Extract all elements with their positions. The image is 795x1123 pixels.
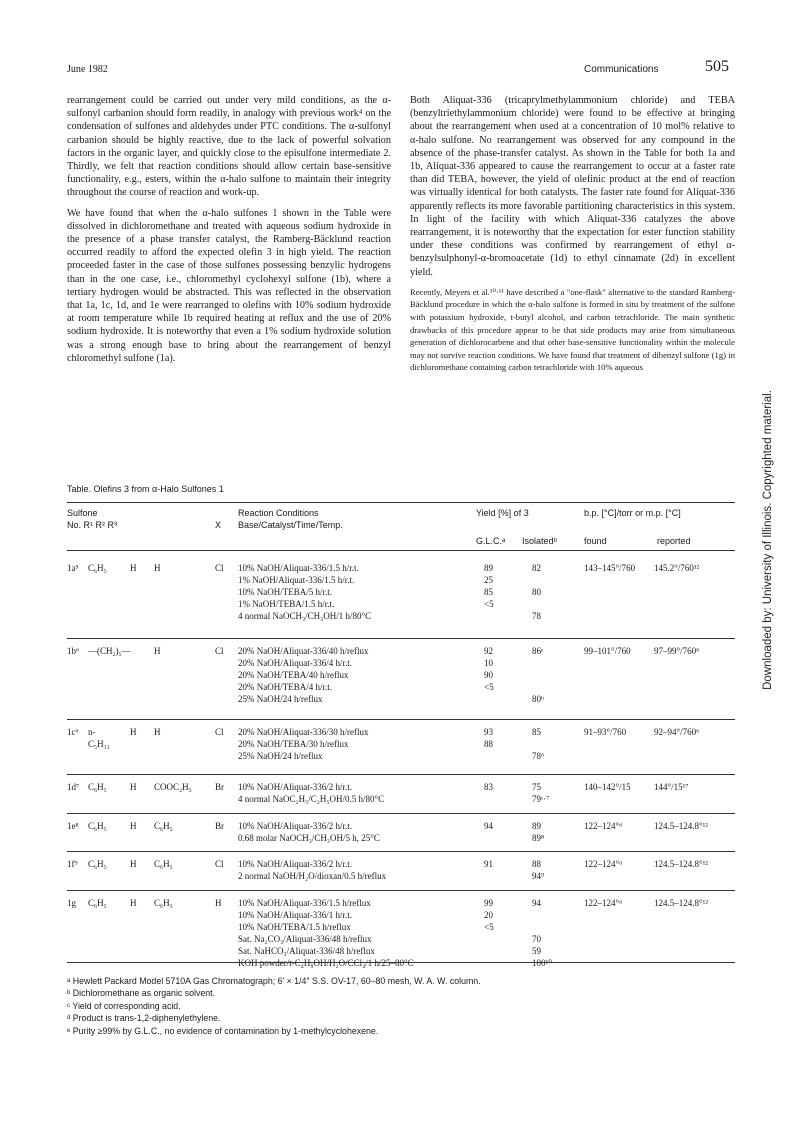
row-rule xyxy=(67,719,735,720)
cell-glc xyxy=(484,820,493,844)
cell-conditions-line: 0.68 molar NaOCH₃/CH₃OH/5 h, 25°C xyxy=(238,833,380,843)
header-bp: b.p. [°C]/torr or m.p. [°C] xyxy=(584,508,681,518)
cell-no: 1e⁸ xyxy=(67,821,79,831)
cell-glc xyxy=(484,897,494,969)
header-x: X xyxy=(215,520,222,530)
cell-conditions-line: 20% NaOH/Aliquat-336/4 h/r.t. xyxy=(238,658,352,668)
cell-isolated-line xyxy=(532,921,552,933)
cell-found: 99–101°/760 xyxy=(584,646,631,656)
cell-glc-line: 10 xyxy=(484,658,493,668)
cell-r2: H xyxy=(130,859,137,869)
cell-conditions-line: 10% NaOH/Aliquat-336/1 h/r.t. xyxy=(238,910,352,920)
footnote: ᵈ Product is trans-1,2-diphenylethylene. xyxy=(67,1013,221,1024)
cell-conditions-line: 1% NaOH/TEBA/1.5 h/r.t. xyxy=(238,599,335,609)
cell-isolated-line xyxy=(532,909,552,921)
cell-isolated xyxy=(532,897,552,969)
left-column xyxy=(67,94,391,372)
table-header-rule xyxy=(67,550,735,551)
cell-conditions xyxy=(238,858,386,882)
cell-conditions-line: 10% NaOH/Aliquat-336/1.5 h/r.t. xyxy=(238,563,359,573)
cell-isolated-line: 70 xyxy=(532,934,541,944)
cell-isolated-line: 86ᵉ xyxy=(532,646,544,656)
header-yield: Yield [%] of 3 xyxy=(476,508,529,518)
cell-x: Cl xyxy=(215,727,224,737)
cell-r1: C₆H₅ xyxy=(88,782,107,792)
table-bottom-rule xyxy=(67,962,735,963)
cell-r1: n- xyxy=(88,727,96,737)
body-paragraph: rearrangement could be carried out under very mild conditions, as the α-sulfonyl carbanion should form readily, in analogy with previous work⁴ on the condensation of sulfones and aldehydes under PTC conditions. The α-sulfonyl carbanion should be highly reactive, due to the lack of powerful solvation factors in the organic layer, and quickly close to the episulfone intermediate 2. Thirdly, we felt that reaction conditions should allow certain base-sensitive functionality, e.g., esters, within the α-halo sulfone to maintain their integrity throughout the course of reaction and work-up. xyxy=(67,95,391,199)
cell-glc-line: 93 xyxy=(484,727,493,737)
cell-r3: H xyxy=(154,646,161,656)
header-glc: G.L.C.ᵃ xyxy=(476,536,506,546)
cell-no: 1b⁶ xyxy=(67,646,80,656)
cell-reported: 124.5–124.8°¹² xyxy=(654,859,708,869)
cell-isolated xyxy=(532,645,544,705)
table-footnotes xyxy=(67,975,481,1037)
cell-x: Cl xyxy=(215,859,224,869)
running-header-section: Communications xyxy=(584,64,659,75)
cell-conditions-line: 20% NaOH/Aliquat-336/40 h/reflux xyxy=(238,646,369,656)
cell-isolated-line xyxy=(532,598,541,610)
body-paragraph: We have found that when the α-halo sulfones 1 shown in the Table were dissolved in dichloromethane and treated with aqueous sodium hydroxide in the presence of a phase transfer catalyst, the Ramberg-Bäcklund reaction occurred readily to afford the expected olefin 3 in high yield. The reaction proceeded faster in the case of those sulfones possessing benzylic hydrogens than in the one case, i.e., chloromethyl cyclohexyl sulfone (1b), where a tertiary hydrogen would be abstracted. This was reflected in the observation that 1a, 1c, 1d, and 1e were rearranged to olefins with 10% sodium hydroxide at room temperature while 1b required heating at reflux and the use of 20% sodium hydroxide. It is noteworthy that even a 1% sodium hydroxide solution was a strong enough base to bring about the rearrangement of benzyl chloromethyl sulfone (1a). xyxy=(67,207,391,364)
cell-r1: —(CH₂)₅— xyxy=(88,646,131,656)
download-watermark xyxy=(748,350,788,730)
header-isolated: Isolatedᵇ xyxy=(522,536,557,546)
cell-glc-line: 25 xyxy=(484,575,493,585)
cell-conditions-line: 20% NaOH/Aliquat-336/30 h/reflux xyxy=(238,727,369,737)
cell-x: Cl xyxy=(215,563,224,573)
cell-r3: C₆H₅ xyxy=(154,898,173,908)
cell-r2: H xyxy=(130,782,137,792)
cell-conditions-line: 1% NaOH/Aliquat-336/1.5 h/r.t. xyxy=(238,575,355,585)
footnote: ᵃ Hewlett Packard Model 5710A Gas Chromatograph; 6′ × 1/4″ S.S. OV-17, 60–80 mesh, W. A. W. column. xyxy=(67,976,481,986)
cell-glc-line xyxy=(484,750,493,762)
cell-x: Br xyxy=(215,782,224,792)
cell-r2: H xyxy=(130,727,137,737)
cell-r1: C₆H₅ xyxy=(88,859,107,869)
cell-no: 1a⁵ xyxy=(67,563,79,573)
cell-glc-line: 88 xyxy=(484,739,493,749)
cell-reported: 97–99°/760⁶ xyxy=(654,646,700,656)
cell-conditions-line: 10% NaOH/Aliquat-336/2 h/r.t. xyxy=(238,821,352,831)
cell-conditions-line: 10% NaOH/TEBA/5 h/r.t. xyxy=(238,587,332,597)
cell-glc xyxy=(484,726,493,762)
cell-glc-line: <5 xyxy=(484,922,494,932)
cell-no: 1g xyxy=(67,898,76,908)
cell-conditions xyxy=(238,562,371,622)
cell-r3: COOC₂H₅ xyxy=(154,782,192,792)
download-watermark-text: Downloaded by: University of Illinois. Copyrighted material. xyxy=(762,390,774,690)
cell-glc-line: 92 xyxy=(484,646,493,656)
table-top-rule xyxy=(67,502,735,503)
cell-conditions-line: 4 normal NaOC₂H₅/C₂H₅OH/0.5 h/80°C xyxy=(238,794,385,804)
cell-isolated-line: 89 xyxy=(532,821,541,831)
cell-conditions-line: KOH powder/t-C₄H₉OH/H₂O/CCl₄/1 h/25–80°C xyxy=(238,958,414,968)
cell-x: Cl xyxy=(215,646,224,656)
cell-glc-line xyxy=(484,957,494,969)
cell-conditions xyxy=(238,820,380,844)
cell-r1: C₆H₅ xyxy=(88,898,107,908)
cell-r1: C₆H₅ xyxy=(88,563,107,573)
cell-conditions-line: 2 normal NaOH/H₂O/dioxan/0.5 h/reflux xyxy=(238,871,387,881)
cell-glc-line: 90 xyxy=(484,670,493,680)
cell-isolated-line: 82 xyxy=(532,563,541,573)
cell-conditions xyxy=(238,781,384,805)
cell-glc-line: 20 xyxy=(484,910,493,920)
cell-conditions xyxy=(238,726,368,762)
cell-glc-line: <5 xyxy=(484,599,494,609)
cell-isolated-line xyxy=(532,681,544,693)
cell-conditions-line: 4 normal NaOCH₃/CH₃OH/1 h/80°C xyxy=(238,611,372,621)
cell-isolated-line: 59 xyxy=(532,946,541,956)
cell-isolated xyxy=(532,781,549,805)
row-rule xyxy=(67,813,735,814)
cell-glc-line: 83 xyxy=(484,782,493,792)
cell-isolated-line xyxy=(532,574,541,586)
header-conditions-sub: Base/Catalyst/Time/Temp. xyxy=(238,520,343,530)
cell-isolated-line: 94 xyxy=(532,898,541,908)
cell-found: 140–142°/15 xyxy=(584,782,631,792)
cell-reported: 124.5–124.8°¹² xyxy=(654,821,708,831)
cell-r3: C₆H₅ xyxy=(154,859,173,869)
header-reported: reported xyxy=(657,536,691,546)
cell-conditions-line: 10% NaOH/Aliquat-336/2 h/r.t. xyxy=(238,859,352,869)
cell-isolated-line: 78 xyxy=(532,611,541,621)
cell-conditions-line: 20% NaOH/TEBA/40 h/reflux xyxy=(238,670,349,680)
cell-isolated-line: 75 xyxy=(532,782,541,792)
right-column xyxy=(410,94,735,381)
header-conditions: Reaction Conditions xyxy=(238,508,319,518)
cell-no: 1c⁶ xyxy=(67,727,79,737)
cell-glc-line: 94 xyxy=(484,821,493,831)
running-header-date: June 1982 xyxy=(67,64,108,75)
cell-glc xyxy=(484,781,493,805)
cell-glc-line xyxy=(484,933,494,945)
cell-isolated-line: 94⁹ xyxy=(532,871,545,881)
cell-conditions-line: 10% NaOH/Aliquat-336/1.5 h/reflux xyxy=(238,898,371,908)
cell-no: 1f⁹ xyxy=(67,859,78,869)
table-caption: Table. Olefins 3 from α-Halo Sulfones 1 xyxy=(67,484,224,494)
footnote: ᵇ Dichloromethane as organic solvent. xyxy=(67,988,216,999)
cell-isolated-line xyxy=(532,657,544,669)
cell-x: Br xyxy=(215,821,224,831)
cell-conditions-line: 25% NaOH/24 h/reflux xyxy=(238,694,323,704)
cell-isolated-line: 80 xyxy=(532,587,541,597)
cell-isolated-line: 78⁶ xyxy=(532,751,545,761)
cell-glc-line xyxy=(484,793,493,805)
row-rule xyxy=(67,774,735,775)
row-rule xyxy=(67,638,735,639)
cell-glc-line xyxy=(484,870,493,882)
cell-r2: H xyxy=(130,563,137,573)
cell-found: 122–124°ᵈ xyxy=(584,898,622,908)
cell-conditions-line: Sat. Na₂CO₃/Aliquat-336/48 h/reflux xyxy=(238,934,372,944)
cell-isolated xyxy=(532,562,541,622)
cell-conditions-line: 25% NaOH/24 h/reflux xyxy=(238,751,323,761)
cell-reported: 145.2°/760¹² xyxy=(654,563,700,573)
cell-conditions-line: Sat. NaHCO₃/Aliquat-336/48 h/reflux xyxy=(238,946,375,956)
cell-x: H xyxy=(215,898,222,908)
cell-glc-line: 99 xyxy=(484,898,493,908)
cell-isolated-line: 85 xyxy=(532,727,541,737)
body-paragraph: Both Aliquat-336 (tricaprylmethylammonium chloride) and TEBA (benzyltriethylammonium chloride) were found to be effective at bringing about the rearrangement when used at a concentration of 10 mol% relative to α-halo sulfone. No rearrangement was observed for any compound in the absence of the phase-transfer catalyst. As shown in the Table for both 1a and 1b, Aliquat-336 appeared to cause the rearrangement to occur at a faster rate than did TEBA, however, the yield of olefinic product at the end of reaction was virtually identical for both catalysts. The faster rate found for Aliquat-336 apparently reflects its more favorable partitioning characteristics in this system. In light of the facility with which Aliquat-336 catalyzes the above rearrangement, it is noteworthy that the expectation for ester function stability under these conditions was confirmed by rearrangement of ethyl α-benzylsulphonyl-α-bromoacetate (1d) to ethyl cinnamate (2d) in excellent yield. xyxy=(410,95,735,278)
cell-r1-cont: C₅H₁₁ xyxy=(88,739,110,749)
cell-r2: H xyxy=(130,821,137,831)
cell-r3: H xyxy=(154,727,161,737)
cell-glc xyxy=(484,562,494,622)
cell-isolated-line xyxy=(532,669,544,681)
header-no-r: No. R¹ R² R³ xyxy=(67,520,117,530)
cell-glc-line xyxy=(484,693,494,705)
body-paragraph-small: Recently, Meyers et al.¹⁰·¹¹ have described a "one-flask" alternative to the standard Ramberg-Bäcklund procedure in which the α-halo sulfone is formed in situ by treatment of the sulfone with potassium hydroxide, t-butyl alcohol, and carbon tetrachloride. The main synthetic drawbacks of this procedure appear to be that side products may arise from simultaneous generation of dichlorocarbene and that other base-sensitive functionality within the molecule may not survive reaction conditions. We have found that treatment of dibenzyl sulfone (1g) in dichloromethane containing carbon tetrachloride with 10% aqueous xyxy=(410,286,735,373)
cell-glc-line xyxy=(484,832,493,844)
cell-conditions-line: 10% NaOH/TEBA/1.5 h/reflux xyxy=(238,922,351,932)
cell-conditions-line: 20% NaOH/TEBA/4 h/r.t. xyxy=(238,682,332,692)
footnote: ᵉ Purity ≥99% by G.L.C., no evidence of contamination by 1-methylcyclohexene. xyxy=(67,1025,379,1036)
cell-glc-line: 89 xyxy=(484,563,493,573)
cell-isolated xyxy=(532,726,544,762)
cell-isolated-line xyxy=(532,738,544,750)
cell-r3: C₆H₅ xyxy=(154,821,173,831)
cell-isolated-line: 88 xyxy=(532,859,541,869)
cell-found: 122–124°ᵈ xyxy=(584,821,622,831)
cell-conditions-line: 20% NaOH/TEBA/30 h/reflux xyxy=(238,739,349,749)
cell-glc xyxy=(484,858,493,882)
cell-conditions xyxy=(238,897,414,969)
cell-isolated xyxy=(532,820,544,844)
cell-found: 91–93°/760 xyxy=(584,727,627,737)
footnote: ᶜ Yield of corresponding acid. xyxy=(67,1000,181,1011)
row-rule xyxy=(67,890,735,891)
cell-reported: 144°/15¹⁷ xyxy=(654,782,689,792)
cell-isolated-line: 100¹⁰ xyxy=(532,958,552,968)
cell-glc-line: 85 xyxy=(484,587,493,597)
cell-conditions-line: 10% NaOH/Aliquat-336/2 h/r.t. xyxy=(238,782,352,792)
cell-glc-line xyxy=(484,945,494,957)
cell-glc-line: 91 xyxy=(484,859,493,869)
cell-found: 122–124°ᵈ xyxy=(584,859,622,869)
cell-isolated-line: 80ʰ xyxy=(532,694,544,704)
cell-r3: H xyxy=(154,563,161,573)
cell-glc xyxy=(484,645,494,705)
cell-reported: 92–94°/760⁶ xyxy=(654,727,700,737)
cell-r1: C₆H₅ xyxy=(88,821,107,831)
page-number: 505 xyxy=(705,58,729,75)
row-rule xyxy=(67,851,735,852)
cell-found: 143–145°/760 xyxy=(584,563,636,573)
cell-reported: 124.5–124.8°¹² xyxy=(654,898,708,908)
cell-no: 1d⁷ xyxy=(67,782,80,792)
cell-glc-line: <5 xyxy=(484,682,494,692)
cell-isolated-line: 79ᶜ·⁷ xyxy=(532,794,550,804)
cell-isolated-line: 89⁸ xyxy=(532,833,545,843)
header-found: found xyxy=(584,536,607,546)
header-sulfone: Sulfone xyxy=(67,508,98,518)
cell-isolated xyxy=(532,858,544,882)
cell-r2: H xyxy=(130,898,137,908)
cell-conditions xyxy=(238,645,368,705)
cell-glc-line xyxy=(484,610,494,622)
